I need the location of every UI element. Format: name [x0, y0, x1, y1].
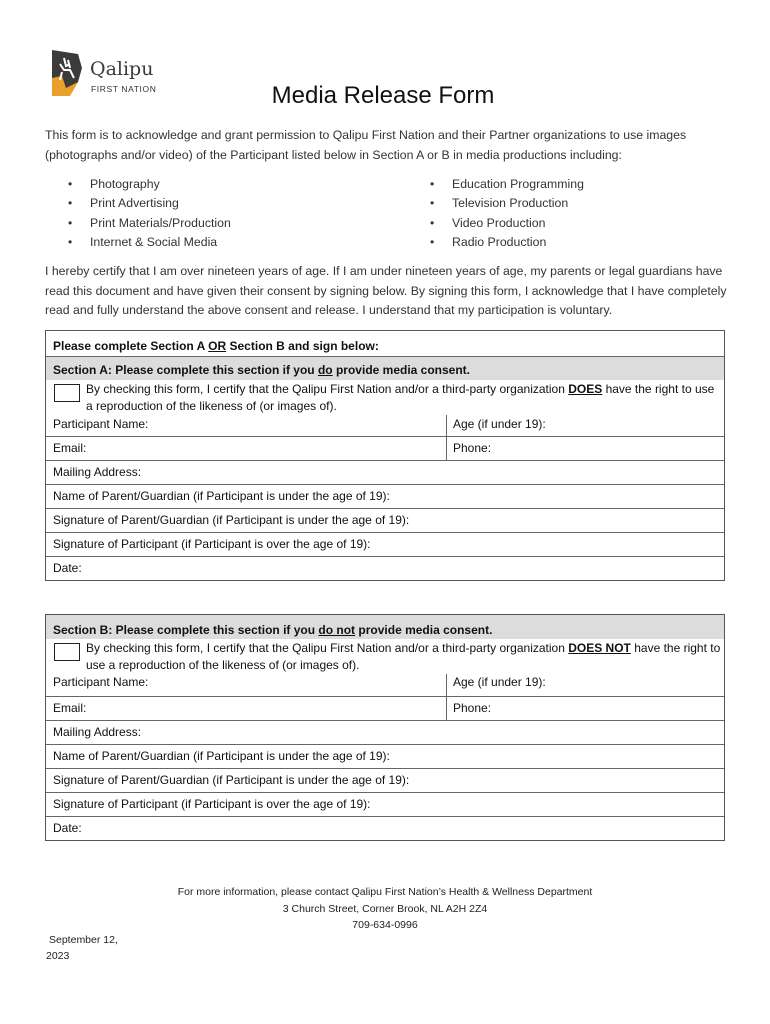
- section-b-heading: Section B: Please complete this section if you do not provide media consent.: [46, 615, 724, 639]
- participant-name-row: [46, 415, 724, 436]
- list-item: • Print Materials/Production: [45, 214, 405, 233]
- email-row: [46, 696, 724, 720]
- parent-name-field[interactable]: Name of Parent/Guardian (if Participant is under the age of 19):: [46, 484, 724, 508]
- mailing-address-field[interactable]: Mailing Address:: [46, 460, 724, 484]
- date-field[interactable]: Date:: [46, 816, 724, 840]
- email-field[interactable]: Email:: [53, 701, 87, 715]
- section-a-consent: By checking this form, I certify that the Qalipu First Nation and/or a third-party organization DOES have the right to use a reproduction of the likeness of (or images of).: [46, 380, 724, 415]
- section-a-form: [45, 330, 725, 581]
- parent-signature-field[interactable]: Signature of Parent/Guardian (if Participant is under the age of 19):: [46, 508, 724, 532]
- date-field[interactable]: Date:: [46, 556, 724, 580]
- section-a-consent-checkbox[interactable]: [54, 384, 80, 402]
- logo-name: Qalipu: [90, 58, 154, 80]
- parent-name-field[interactable]: Name of Parent/Guardian (if Participant is under the age of 19):: [46, 744, 724, 768]
- mailing-address-field[interactable]: Mailing Address:: [46, 720, 724, 744]
- section-a-heading: Section A: Please complete this section if you do provide media consent.: [46, 356, 724, 380]
- phone-field[interactable]: Phone:: [453, 701, 492, 715]
- footer-address: 3 Church Street, Corner Brook, NL A2H 2Z4: [282, 902, 488, 915]
- bullet-list-left: [45, 175, 405, 252]
- participant-name-field[interactable]: Participant Name:: [53, 417, 149, 431]
- age-field[interactable]: Age (if under 19):: [453, 417, 546, 431]
- section-b-consent: By checking this form, I certify that the Qalipu First Nation and/or a third-party organization DOES NOT have the right to use a reproduction of the likeness of (or images of).: [46, 639, 724, 674]
- age-field[interactable]: Age (if under 19):: [453, 675, 546, 689]
- document-date: September 12, 2023: [46, 934, 118, 962]
- participant-signature-field[interactable]: Signature of Participant (if Participant is over the age of 19):: [46, 532, 724, 556]
- email-field[interactable]: Email:: [53, 441, 87, 455]
- participant-signature-field[interactable]: Signature of Participant (if Participant is over the age of 19):: [46, 792, 724, 816]
- list-item: • Television Production: [407, 194, 727, 213]
- phone-field[interactable]: Phone:: [453, 441, 492, 455]
- participant-name-row: [46, 674, 724, 696]
- list-item: • Video Production: [407, 214, 727, 233]
- page-title: Media Release Form: [271, 82, 495, 109]
- bullet-list-right: [407, 175, 727, 252]
- parent-signature-field[interactable]: Signature of Parent/Guardian (if Participant is under the age of 19):: [46, 768, 724, 792]
- logo-subtitle: FIRST NATION: [91, 84, 157, 94]
- list-item: • Photography: [45, 175, 405, 194]
- section-b-form: [45, 614, 725, 841]
- list-item: • Education Programming: [407, 175, 727, 194]
- email-row: [46, 436, 724, 460]
- participant-name-field[interactable]: Participant Name:: [53, 675, 149, 689]
- intro-paragraph: This form is to acknowledge and grant permission to Qalipu First Nation and their Partner organizations to use images (photographs and/or video) of the Participant listed below in Section A or B in media productions including:: [45, 128, 687, 162]
- list-item: • Print Advertising: [45, 194, 405, 213]
- footer-line: For more information, please contact Qalipu First Nation’s Health & Wellness Department: [177, 886, 593, 898]
- footer-phone: 709-634-0996: [352, 919, 418, 931]
- instructions-row: Please complete Section A OR Section B and sign below:: [53, 339, 379, 353]
- certify-paragraph: I hereby certify that I am over nineteen years of age. If I am under nineteen years of age, my parents or legal guardians have read this document and have given their consent by signing below. By signing this form, I acknowledge that I have completely read and fully understand the above consent and release. I understand that my participation is voluntary.: [45, 264, 727, 317]
- section-b-consent-checkbox[interactable]: [54, 643, 80, 661]
- list-item: • Radio Production: [407, 233, 727, 252]
- contact-footer: [0, 884, 770, 934]
- list-item: • Internet & Social Media: [45, 233, 405, 252]
